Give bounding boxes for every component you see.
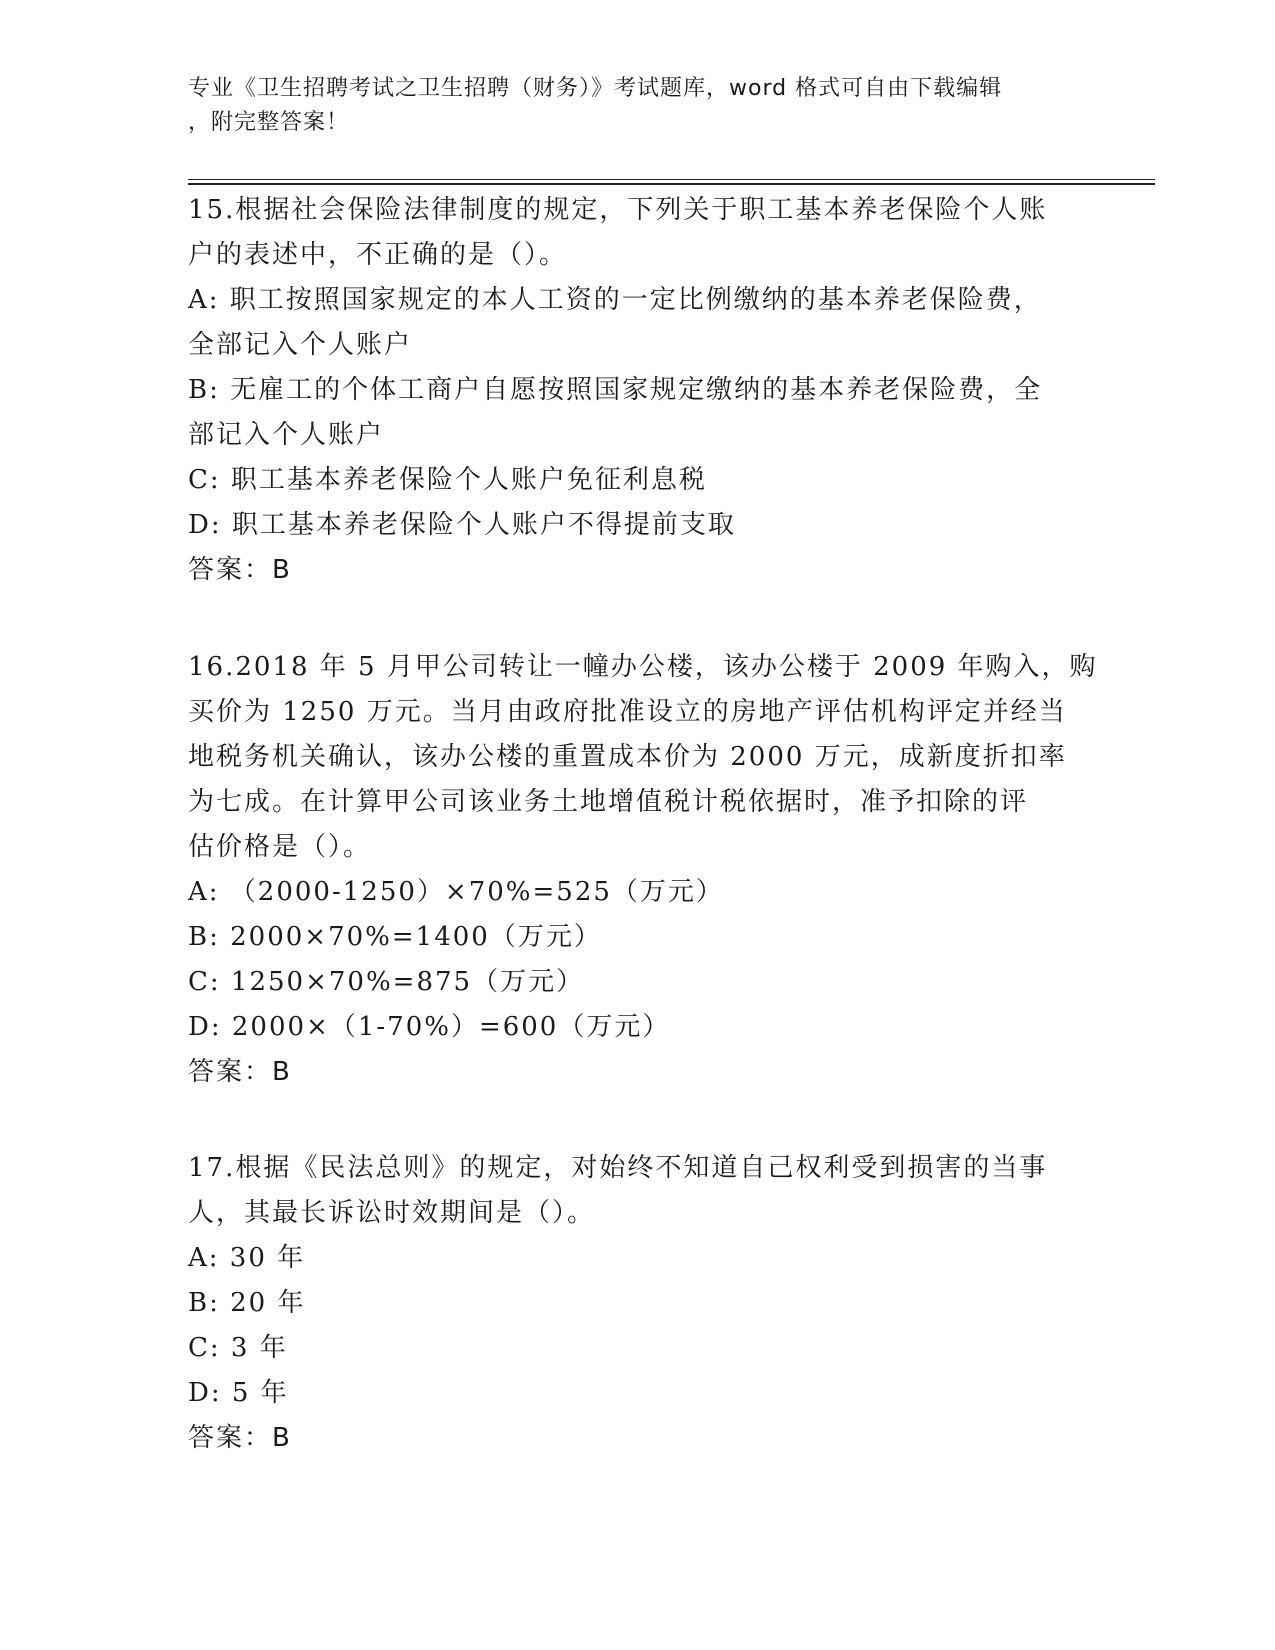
question-stem-line: 15.根据社会保险法律制度的规定，下列关于职工基本养老保险个人账 (188, 195, 1048, 225)
option-d: D: 职工基本养老保险个人账户不得提前支取 (188, 510, 736, 540)
header-line: 专业《卫生招聘考试之卫生招聘（财务）》考试题库，word 格式可自由下载编辑 (188, 76, 1003, 101)
option-b: B: 无雇工的个体工商户自愿按照国家规定缴纳的基本养老保险费，全 (188, 375, 1043, 405)
option-a: A: （2000-1250）×70%=525（万元） (188, 877, 724, 907)
answer-label: 答案：B (188, 555, 292, 585)
question-stem-line: 估价格是（）。 (188, 832, 372, 862)
question-stem-line: 为七成。在计算甲公司该业务土地增值税计税依据时，准予扣除的评 (188, 787, 1029, 817)
option-c: C: 职工基本养老保险个人账户免征利息税 (188, 465, 707, 495)
header-divider-thick (188, 183, 1155, 185)
answer-label: 答案：B (188, 1057, 292, 1087)
question-stem-line: 买价为 1250 万元。当月由政府批准设立的房地产评估机构评定并经当 (188, 697, 1067, 727)
option-a-continued: 全部记入个人账户 (188, 330, 413, 360)
question-15 (188, 188, 1088, 593)
header-line: ，附完整答案！ (188, 110, 350, 135)
option-b: B: 2000×70%=1400（万元） (188, 922, 602, 952)
question-stem-line: 地税务机关确认，该办公楼的重置成本价为 2000 万元，成新度折扣率 (188, 742, 1067, 772)
option-b-continued: 部记入个人账户 (188, 420, 385, 450)
answer-label: 答案：B (188, 1423, 292, 1453)
question-16 (188, 645, 1098, 1095)
option-c: C: 3 年 (188, 1333, 288, 1363)
question-17 (188, 1146, 1088, 1461)
option-d: D: 2000×（1-70%）=600（万元） (188, 1012, 671, 1042)
question-stem-line: 户的表述中，不正确的是（）。 (188, 240, 568, 270)
option-d: D: 5 年 (188, 1378, 289, 1408)
document-header (188, 72, 1068, 140)
question-stem-line: 16.2018 年 5 月甲公司转让一幢办公楼，该办公楼于 2009 年购入，购 (188, 652, 1098, 682)
option-a: A: 职工按照国家规定的本人工资的一定比例缴纳的基本养老保险费， (188, 285, 1042, 315)
header-divider-thin (188, 179, 1155, 180)
question-stem-line: 人，其最长诉讼时效期间是（）。 (188, 1198, 596, 1228)
option-a: A: 30 年 (188, 1243, 306, 1273)
option-c: C: 1250×70%=875（万元） (188, 967, 585, 997)
option-b: B: 20 年 (188, 1288, 306, 1318)
question-stem-line: 17.根据《民法总则》的规定，对始终不知道自己权利受到损害的当事 (188, 1153, 1048, 1183)
